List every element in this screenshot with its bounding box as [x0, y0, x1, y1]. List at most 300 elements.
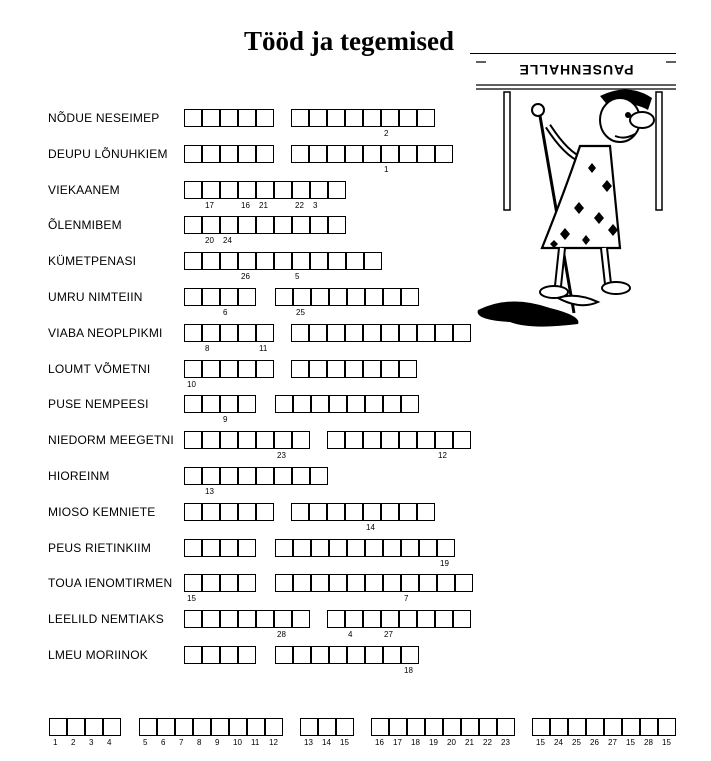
clue-text: UMRU NIMTEIIN — [48, 290, 143, 304]
letter-box[interactable] — [311, 539, 329, 557]
letter-box[interactable] — [292, 252, 310, 270]
letter-box[interactable] — [383, 539, 401, 557]
solution-box[interactable] — [550, 718, 568, 736]
solution-box[interactable] — [586, 718, 604, 736]
letter-box[interactable] — [365, 646, 383, 664]
solution-number: 4 — [107, 738, 112, 747]
letter-box[interactable] — [184, 360, 202, 378]
solution-box[interactable] — [193, 718, 211, 736]
solution-number: 22 — [483, 738, 492, 747]
clue-text: HIOREINM — [48, 469, 110, 483]
letter-box[interactable] — [291, 109, 309, 127]
solution-box[interactable] — [658, 718, 676, 736]
letter-box[interactable] — [238, 574, 256, 592]
letter-box[interactable] — [435, 431, 453, 449]
solution-number: 13 — [304, 738, 313, 747]
letter-index-number: 24 — [223, 236, 232, 245]
solution-box[interactable] — [67, 718, 85, 736]
letter-box[interactable] — [184, 503, 202, 521]
solution-box[interactable] — [175, 718, 193, 736]
letter-box[interactable] — [293, 574, 311, 592]
letter-index-number: 19 — [440, 559, 449, 568]
letter-box[interactable] — [381, 324, 399, 342]
letter-index-number: 6 — [223, 308, 228, 317]
letter-box[interactable] — [238, 539, 256, 557]
letter-box[interactable] — [345, 610, 363, 628]
letter-box[interactable] — [437, 574, 455, 592]
solution-box[interactable] — [479, 718, 497, 736]
letter-box[interactable] — [399, 431, 417, 449]
letter-index-number: 27 — [384, 630, 393, 639]
solution-number: 24 — [554, 738, 563, 747]
letter-box[interactable] — [345, 360, 363, 378]
letter-box[interactable] — [238, 395, 256, 413]
letter-box[interactable] — [311, 395, 329, 413]
letter-box[interactable] — [401, 539, 419, 557]
solution-box[interactable] — [300, 718, 318, 736]
letter-box[interactable] — [184, 216, 202, 234]
letter-box[interactable] — [311, 646, 329, 664]
letter-box[interactable] — [363, 109, 381, 127]
letter-box[interactable] — [238, 610, 256, 628]
solution-box[interactable] — [407, 718, 425, 736]
letter-box[interactable] — [238, 109, 256, 127]
cleaning-lady-illustration — [470, 58, 680, 330]
letter-box[interactable] — [309, 360, 327, 378]
letter-box[interactable] — [202, 360, 220, 378]
letter-box[interactable] — [184, 181, 202, 199]
solution-number: 3 — [89, 738, 94, 747]
letter-box[interactable] — [345, 145, 363, 163]
letter-box[interactable] — [202, 610, 220, 628]
letter-box[interactable] — [292, 431, 310, 449]
letter-box[interactable] — [293, 395, 311, 413]
letter-box[interactable] — [417, 431, 435, 449]
letter-box[interactable] — [417, 145, 435, 163]
solution-box[interactable] — [49, 718, 67, 736]
letter-box[interactable] — [435, 145, 453, 163]
letter-box[interactable] — [184, 431, 202, 449]
letter-box[interactable] — [184, 324, 202, 342]
letter-box[interactable] — [256, 503, 274, 521]
letter-box[interactable] — [453, 431, 471, 449]
solution-box[interactable] — [139, 718, 157, 736]
solution-box[interactable] — [622, 718, 640, 736]
letter-box[interactable] — [364, 252, 382, 270]
letter-box[interactable] — [310, 181, 328, 199]
letter-index-number: 21 — [259, 201, 268, 210]
solution-number: 26 — [590, 738, 599, 747]
solution-box[interactable] — [425, 718, 443, 736]
letter-box[interactable] — [328, 181, 346, 199]
letter-box[interactable] — [256, 216, 274, 234]
letter-box[interactable] — [202, 646, 220, 664]
letter-box[interactable] — [327, 360, 345, 378]
letter-box[interactable] — [293, 646, 311, 664]
letter-index-number: 25 — [296, 308, 305, 317]
letter-box[interactable] — [202, 145, 220, 163]
solution-box[interactable] — [318, 718, 336, 736]
letter-box[interactable] — [401, 646, 419, 664]
clue-text: MIOSO KEMNIETE — [48, 505, 156, 519]
letter-box[interactable] — [381, 431, 399, 449]
solution-number: 19 — [429, 738, 438, 747]
letter-box[interactable] — [291, 503, 309, 521]
letter-index-number: 7 — [404, 594, 409, 603]
letter-box[interactable] — [202, 216, 220, 234]
solution-number: 28 — [644, 738, 653, 747]
letter-box[interactable] — [274, 252, 292, 270]
letter-box[interactable] — [365, 574, 383, 592]
letter-box[interactable] — [327, 145, 345, 163]
letter-box[interactable] — [184, 145, 202, 163]
letter-box[interactable] — [455, 574, 473, 592]
letter-box[interactable] — [437, 539, 455, 557]
letter-box[interactable] — [184, 288, 202, 306]
letter-box[interactable] — [202, 539, 220, 557]
solution-box[interactable] — [229, 718, 247, 736]
solution-number: 5 — [143, 738, 148, 747]
letter-box[interactable] — [275, 288, 293, 306]
letter-box[interactable] — [220, 431, 238, 449]
letter-box[interactable] — [238, 145, 256, 163]
letter-box[interactable] — [220, 539, 238, 557]
clue-text: PEUS RIETINKIIM — [48, 541, 152, 555]
letter-box[interactable] — [309, 109, 327, 127]
letter-box[interactable] — [399, 109, 417, 127]
letter-box[interactable] — [202, 395, 220, 413]
clue-text: NIEDORM MEEGETNI — [48, 433, 174, 447]
letter-box[interactable] — [275, 574, 293, 592]
letter-box[interactable] — [399, 145, 417, 163]
solution-box[interactable] — [157, 718, 175, 736]
clue-text: LEELILD NEMTIAKS — [48, 612, 164, 626]
letter-box[interactable] — [256, 181, 274, 199]
title-underline — [470, 53, 676, 54]
solution-box[interactable] — [371, 718, 389, 736]
letter-index-number: 9 — [223, 415, 228, 424]
solution-box[interactable] — [497, 718, 515, 736]
letter-box[interactable] — [327, 109, 345, 127]
letter-box[interactable] — [383, 646, 401, 664]
letter-box[interactable] — [311, 574, 329, 592]
letter-box[interactable] — [256, 109, 274, 127]
solution-number: 1 — [53, 738, 58, 747]
letter-box[interactable] — [291, 145, 309, 163]
letter-box[interactable] — [238, 467, 256, 485]
letter-box[interactable] — [329, 539, 347, 557]
letter-box[interactable] — [202, 503, 220, 521]
solution-number: 7 — [179, 738, 184, 747]
letter-box[interactable] — [347, 539, 365, 557]
letter-box[interactable] — [311, 288, 329, 306]
solution-box[interactable] — [211, 718, 229, 736]
letter-box[interactable] — [275, 395, 293, 413]
letter-box[interactable] — [346, 252, 364, 270]
letter-box[interactable] — [417, 324, 435, 342]
solution-number: 16 — [375, 738, 384, 747]
solution-number: 2 — [71, 738, 76, 747]
solution-box[interactable] — [443, 718, 461, 736]
letter-box[interactable] — [202, 288, 220, 306]
letter-box[interactable] — [292, 181, 310, 199]
letter-box[interactable] — [327, 610, 345, 628]
letter-box[interactable] — [327, 431, 345, 449]
letter-box[interactable] — [419, 539, 437, 557]
letter-index-number: 22 — [295, 201, 304, 210]
letter-box[interactable] — [220, 395, 238, 413]
solution-number: 9 — [215, 738, 220, 747]
clue-text: ÕLENMIBEM — [48, 218, 122, 232]
letter-box[interactable] — [381, 109, 399, 127]
solution-number: 14 — [322, 738, 331, 747]
letter-box[interactable] — [238, 252, 256, 270]
letter-box[interactable] — [399, 360, 417, 378]
letter-box[interactable] — [184, 467, 202, 485]
letter-box[interactable] — [274, 181, 292, 199]
letter-index-number: 12 — [438, 451, 447, 460]
letter-box[interactable] — [399, 503, 417, 521]
clue-text: DEUPU LÕNUHKIEM — [48, 147, 168, 161]
letter-box[interactable] — [275, 646, 293, 664]
letter-box[interactable] — [292, 610, 310, 628]
letter-box[interactable] — [220, 252, 238, 270]
letter-box[interactable] — [238, 646, 256, 664]
letter-box[interactable] — [327, 324, 345, 342]
letter-box[interactable] — [238, 181, 256, 199]
letter-box[interactable] — [381, 610, 399, 628]
letter-box[interactable] — [329, 395, 347, 413]
letter-box[interactable] — [419, 574, 437, 592]
letter-box[interactable] — [184, 539, 202, 557]
letter-box[interactable] — [238, 360, 256, 378]
letter-index-number: 8 — [205, 344, 210, 353]
letter-box[interactable] — [417, 610, 435, 628]
page-title: Tööd ja tegemised — [244, 26, 454, 56]
letter-box[interactable] — [365, 395, 383, 413]
letter-box[interactable] — [202, 324, 220, 342]
letter-box[interactable] — [292, 216, 310, 234]
solution-box[interactable] — [461, 718, 479, 736]
letter-box[interactable] — [184, 252, 202, 270]
letter-box[interactable] — [329, 646, 347, 664]
letter-box[interactable] — [184, 646, 202, 664]
letter-box[interactable] — [220, 324, 238, 342]
clue-text: TOUA IENOMTIRMEN — [48, 576, 173, 590]
letter-index-number: 1 — [384, 165, 389, 174]
letter-box[interactable] — [347, 574, 365, 592]
solution-box[interactable] — [604, 718, 622, 736]
letter-box[interactable] — [381, 145, 399, 163]
letter-box[interactable] — [328, 216, 346, 234]
letter-box[interactable] — [345, 324, 363, 342]
letter-box[interactable] — [309, 324, 327, 342]
letter-box[interactable] — [202, 574, 220, 592]
solution-number: 15 — [626, 738, 635, 747]
letter-box[interactable] — [274, 431, 292, 449]
letter-box[interactable] — [363, 324, 381, 342]
letter-box[interactable] — [256, 610, 274, 628]
clue-text: VIABA NEOPLPIKMI — [48, 326, 163, 340]
letter-box[interactable] — [256, 467, 274, 485]
letter-box[interactable] — [401, 574, 419, 592]
letter-box[interactable] — [202, 467, 220, 485]
letter-box[interactable] — [238, 324, 256, 342]
letter-box[interactable] — [256, 252, 274, 270]
letter-box[interactable] — [435, 324, 453, 342]
letter-index-number: 2 — [384, 129, 389, 138]
letter-box[interactable] — [363, 360, 381, 378]
letter-box[interactable] — [383, 574, 401, 592]
letter-box[interactable] — [256, 324, 274, 342]
letter-box[interactable] — [399, 324, 417, 342]
letter-box[interactable] — [202, 181, 220, 199]
letter-box[interactable] — [220, 288, 238, 306]
letter-box[interactable] — [256, 360, 274, 378]
solution-box[interactable] — [336, 718, 354, 736]
letter-box[interactable] — [184, 574, 202, 592]
letter-box[interactable] — [202, 431, 220, 449]
solution-number: 6 — [161, 738, 166, 747]
letter-box[interactable] — [293, 288, 311, 306]
letter-box[interactable] — [345, 503, 363, 521]
clue-text: LMEU MORIINOK — [48, 648, 148, 662]
letter-index-number: 28 — [277, 630, 286, 639]
letter-box[interactable] — [347, 288, 365, 306]
letter-box[interactable] — [363, 610, 381, 628]
letter-box[interactable] — [274, 216, 292, 234]
solution-number: 25 — [572, 738, 581, 747]
letter-box[interactable] — [435, 610, 453, 628]
letter-box[interactable] — [220, 181, 238, 199]
solution-box[interactable] — [85, 718, 103, 736]
sign-text: PAUSENHALLE — [518, 62, 634, 78]
letter-box[interactable] — [184, 610, 202, 628]
letter-index-number: 17 — [205, 201, 214, 210]
letter-box[interactable] — [363, 503, 381, 521]
letter-index-number: 16 — [241, 201, 250, 210]
solution-number: 27 — [608, 738, 617, 747]
solution-number: 11 — [251, 738, 260, 747]
solution-box[interactable] — [103, 718, 121, 736]
letter-box[interactable] — [417, 109, 435, 127]
letter-box[interactable] — [345, 109, 363, 127]
letter-box[interactable] — [381, 503, 399, 521]
letter-box[interactable] — [238, 503, 256, 521]
solution-box[interactable] — [640, 718, 658, 736]
letter-box[interactable] — [274, 610, 292, 628]
letter-box[interactable] — [238, 216, 256, 234]
letter-box[interactable] — [220, 216, 238, 234]
letter-box[interactable] — [417, 503, 435, 521]
letter-box[interactable] — [291, 324, 309, 342]
solution-number: 12 — [269, 738, 278, 747]
letter-box[interactable] — [275, 539, 293, 557]
letter-box[interactable] — [220, 145, 238, 163]
letter-index-number: 13 — [205, 487, 214, 496]
letter-box[interactable] — [329, 288, 347, 306]
solution-box[interactable] — [389, 718, 407, 736]
letter-box[interactable] — [453, 610, 471, 628]
letter-box[interactable] — [238, 288, 256, 306]
letter-index-number: 20 — [205, 236, 214, 245]
letter-box[interactable] — [220, 610, 238, 628]
solution-number: 21 — [465, 738, 474, 747]
clue-text: PUSE NEMPEESI — [48, 397, 149, 411]
letter-box[interactable] — [383, 288, 401, 306]
letter-box[interactable] — [220, 646, 238, 664]
letter-box[interactable] — [291, 360, 309, 378]
letter-box[interactable] — [292, 467, 310, 485]
solution-number: 20 — [447, 738, 456, 747]
solution-number: 17 — [393, 738, 402, 747]
solution-box[interactable] — [568, 718, 586, 736]
letter-box[interactable] — [202, 252, 220, 270]
solution-number: 15 — [340, 738, 349, 747]
letter-box[interactable] — [347, 395, 365, 413]
letter-box[interactable] — [310, 467, 328, 485]
letter-box[interactable] — [220, 574, 238, 592]
letter-box[interactable] — [238, 431, 256, 449]
letter-box[interactable] — [310, 216, 328, 234]
clue-text: NÕDUE NESEIMEP — [48, 111, 160, 125]
letter-box[interactable] — [184, 395, 202, 413]
letter-box[interactable] — [220, 467, 238, 485]
solution-box[interactable] — [247, 718, 265, 736]
letter-box[interactable] — [363, 431, 381, 449]
letter-box[interactable] — [329, 574, 347, 592]
solution-number: 18 — [411, 738, 420, 747]
letter-index-number: 14 — [366, 523, 375, 532]
letter-box[interactable] — [220, 109, 238, 127]
letter-box[interactable] — [256, 431, 274, 449]
letter-box[interactable] — [256, 145, 274, 163]
clue-text: LOUMT VÕMETNI — [48, 362, 151, 376]
letter-box[interactable] — [381, 360, 399, 378]
letter-box[interactable] — [220, 503, 238, 521]
letter-box[interactable] — [309, 503, 327, 521]
letter-box[interactable] — [184, 109, 202, 127]
letter-box[interactable] — [309, 145, 327, 163]
letter-box[interactable] — [274, 467, 292, 485]
solution-box[interactable] — [532, 718, 550, 736]
letter-index-number: 18 — [404, 666, 413, 675]
letter-box[interactable] — [310, 252, 328, 270]
letter-box[interactable] — [328, 252, 346, 270]
solution-number: 8 — [197, 738, 202, 747]
letter-box[interactable] — [363, 145, 381, 163]
letter-box[interactable] — [347, 646, 365, 664]
letter-box[interactable] — [202, 109, 220, 127]
solution-box[interactable] — [265, 718, 283, 736]
letter-box[interactable] — [345, 431, 363, 449]
letter-box[interactable] — [383, 395, 401, 413]
letter-box[interactable] — [399, 610, 417, 628]
letter-box[interactable] — [293, 539, 311, 557]
letter-box[interactable] — [401, 395, 419, 413]
letter-index-number: 3 — [313, 201, 318, 210]
letter-index-number: 26 — [241, 272, 250, 281]
letter-box[interactable] — [365, 288, 383, 306]
letter-index-number: 5 — [295, 272, 300, 281]
letter-box[interactable] — [327, 503, 345, 521]
letter-box[interactable] — [401, 288, 419, 306]
letter-box[interactable] — [220, 360, 238, 378]
letter-box[interactable] — [365, 539, 383, 557]
letter-box[interactable] — [453, 324, 471, 342]
letter-index-number: 11 — [259, 344, 268, 353]
solution-number: 15 — [536, 738, 545, 747]
